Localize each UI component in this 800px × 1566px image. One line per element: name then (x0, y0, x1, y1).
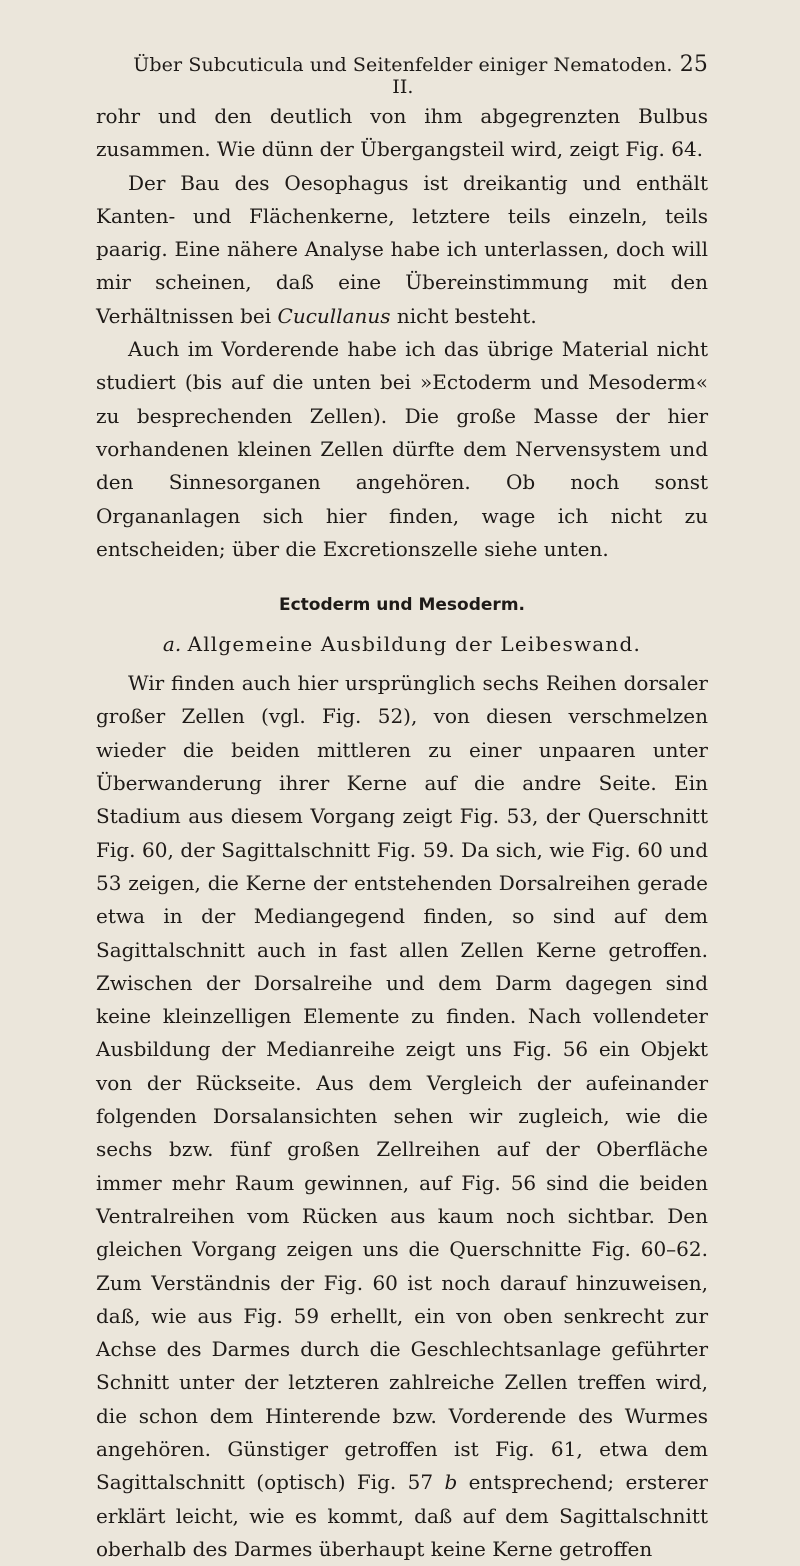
subsection-prefix: a. (162, 632, 182, 657)
paragraph-3: Auch im Vorderende habe ich das übrige Material nicht studiert (bis auf die unten bei »Ectoderm und Mesoderm« zu besprechenden Zellen). Die große Masse der hier vorhandenen kleinen Zellen dürfte dem Nervensystem und den Sinnesorganen angehören. Ob noch sonst Organanlagen sich hier finden, wage ich nicht zu entscheiden; über die Excretionszelle siehe unten. (96, 337, 708, 561)
page-number: 25 (679, 52, 708, 77)
running-title: Über Subcuticula und Seitenfelder einiger Nematoden. II. (133, 54, 673, 98)
paragraph-1: rohr und den deutlich von ihm abgegrenzten Bulbus zusammen. Wie dünn der Übergangsteil wird, zeigt Fig. 64. (96, 104, 708, 162)
paragraph-2-text-a: Der Bau des Oesophagus ist dreikantig und enthält Kanten- und Flächenkerne, letztere teils einzeln, teils paarig. Eine nähere Analyse habe ich unterlassen, doch will mir scheinen, daß eine Übereinstimmung mit den Verhältnissen bei (96, 170, 708, 328)
genus-name: Cucullanus (277, 303, 391, 328)
page-header (96, 52, 708, 98)
paragraph-2 (96, 167, 708, 333)
paragraph-2-text-b: nicht besteht. (390, 303, 537, 328)
paragraph-4-text-b: entsprechend; ersterer erklärt leicht, wie es kommt, daß auf dem Sagittalschnitt oberhalb des Darmes überhaupt keine Kerne getroffen (96, 1470, 708, 1561)
paragraph-4 (96, 667, 708, 1566)
subsection-heading (96, 628, 708, 661)
section-heading: Ectoderm und Mesoderm. (278, 595, 525, 616)
paragraph-4-text-a: Wir finden auch hier ursprünglich sechs Reihen dorsaler großer Zellen (vgl. Fig. 52), von diesen verschmelzen wieder die beiden mittleren zu einer unpaaren unter Überwanderung ihrer Kerne auf die andre Seite. Ein Stadium aus diesem Vorgang zeigt Fig. 53, der Querschnitt Fig. 60, der Sagittalschnitt Fig. 59. Da sich, wie Fig. 60 und 53 zeigen, die Kerne der entstehenden Dorsalreihen gerade etwa in der Mediangegend finden, so sind auf dem Sagittalschnitt auch in fast allen Zellen Kerne getroffen. Zwischen der Dorsalreihe und dem Darm dagegen sind keine kleinzelligen Elemente zu finden. Nach vollendeter Ausbildung der Medianreihe zeigt uns Fig. 56 ein Objekt von der Rückseite. Aus dem Vergleich der aufeinander folgenden Dorsalansichten sehen wir zugleich, wie die sechs bzw. fünf großen Zellreihen auf der Oberfläche immer mehr Raum gewinnen, auf Fig. 56 sind die beiden Ventralreihen vom Rücken aus kaum noch sichtbar. Den gleichen Vorgang zeigen uns die Querschnitte Fig. 60–62. Zum Verständnis der Fig. 60 ist noch darauf hinzuweisen, daß, wie aus Fig. 59 erhellt, ein von oben senkrecht zur Achse des Darmes durch die Geschlechtsanlage geführter Schnitt unter der letzteren zahlreiche Zellen treffen wird, die schon dem Hinterende bzw. Vorderende des Wurmes angehören. Günstiger getroffen ist Fig. 61, etwa dem Sagittalschnitt (optisch) Fig. 57 (96, 671, 708, 1495)
figure-letter: b (444, 1470, 458, 1495)
subsection-title: Allgemeine Ausbildung der Leibeswand. (187, 632, 642, 657)
body-text (96, 100, 708, 1566)
